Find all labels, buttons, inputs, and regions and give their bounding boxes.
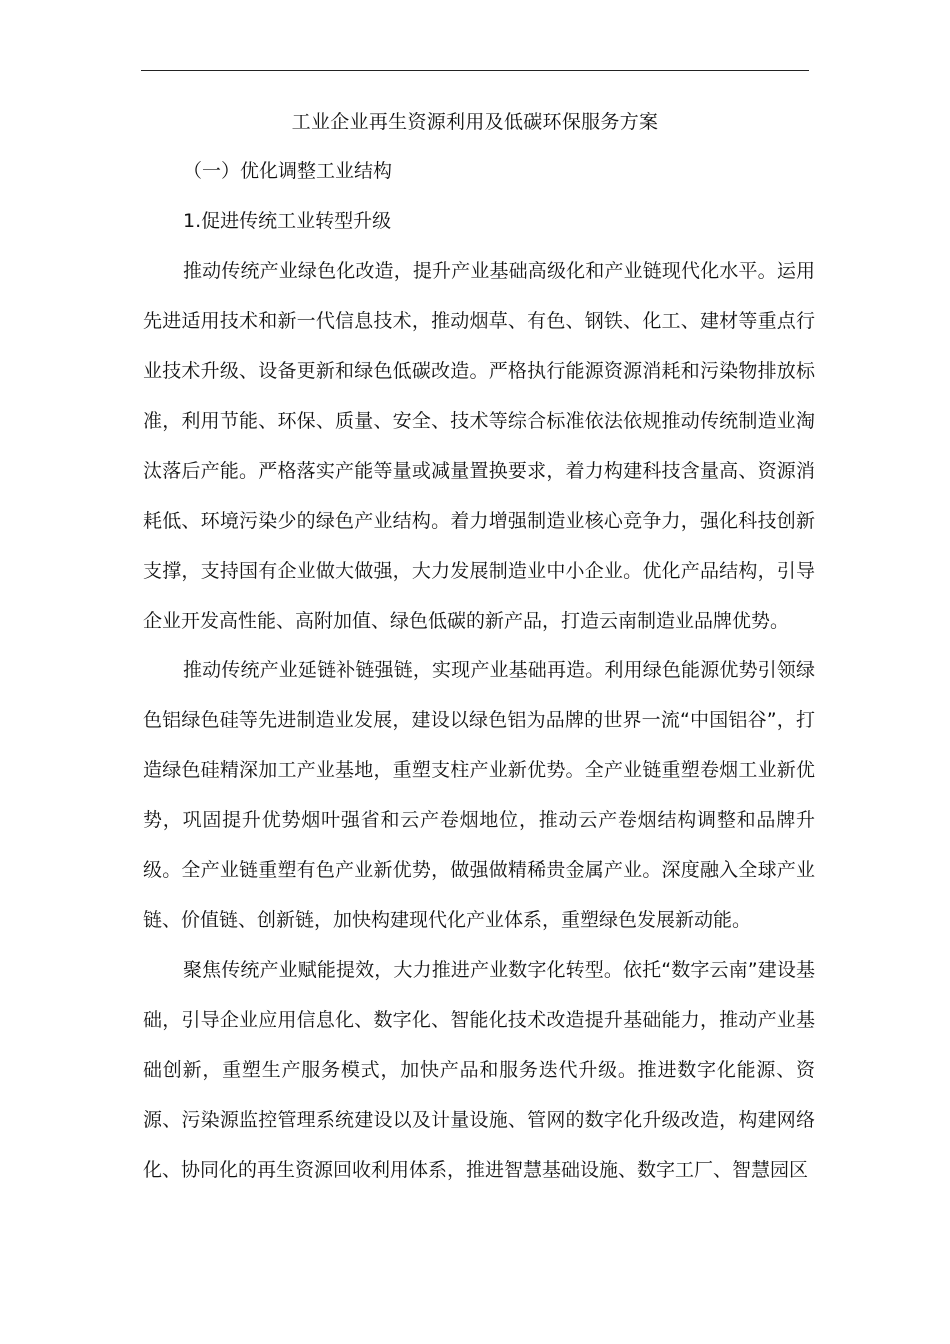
body-paragraph: 推动传统产业延链补链强链，实现产业基础再造。利用绿色能源优势引领绿色铝绿色硅等先进制造业发展，建设以绿色铝为品牌的世界一流“中国铝谷”，打造绿色硅精深加工产业基地，重塑支柱产业新优势。全产业链重塑卷烟工业新优势，巩固提升优势烟叶强省和云产卷烟地位，推动云产卷烟结构调整和品牌升级。全产业链重塑有色产业新优势，做强做精稀贵金属产业。深度融入全球产业链、价值链、创新链，加快构建现代化产业体系，重塑绿色发展新动能。 xyxy=(143,659,815,931)
document-title: 工业企业再生资源利用及低碳环保服务方案 xyxy=(291,111,659,133)
section-heading: （一）优化调整工业结构 xyxy=(183,160,393,182)
body-paragraph: 聚焦传统产业赋能提效，大力推进产业数字化转型。依托“数字云南”建设基础，引导企业应用信息化、数字化、智能化技术改造提升基础能力，推动产业基础创新，重塑生产服务模式，加快产品和服务迭代升级。推进数字化能源、资源、污染源监控管理系统建设以及计量设施、管网的数字化升级改造，构建网络化、协同化的再生资源回收利用体系，推进智慧基础设施、数字工厂、智慧园区 xyxy=(143,959,815,1181)
body-paragraph: 推动传统产业绿色化改造，提升产业基础高级化和产业链现代化水平。运用先进适用技术和新一代信息技术，推动烟草、有色、钢铁、化工、建材等重点行业技术升级、设备更新和绿色低碳改造。严格执行能源资源消耗和污染物排放标准，利用节能、环保、质量、安全、技术等综合标准依法依规推动传统制造业淘汰落后产能。严格落实产能等量或减量置换要求，着力构建科技含量高、资源消耗低、环境污染少的绿色产业结构。着力增强制造业核心竞争力，强化科技创新支撑，支持国有企业做大做强，大力发展制造业中小企业。优化产品结构，引导企业开发高性能、高附加值、绿色低碳的新产品，打造云南制造业品牌优势。 xyxy=(143,260,815,632)
subsection-heading: 1.促进传统工业转型升级 xyxy=(183,210,392,232)
header-rule xyxy=(141,70,809,71)
